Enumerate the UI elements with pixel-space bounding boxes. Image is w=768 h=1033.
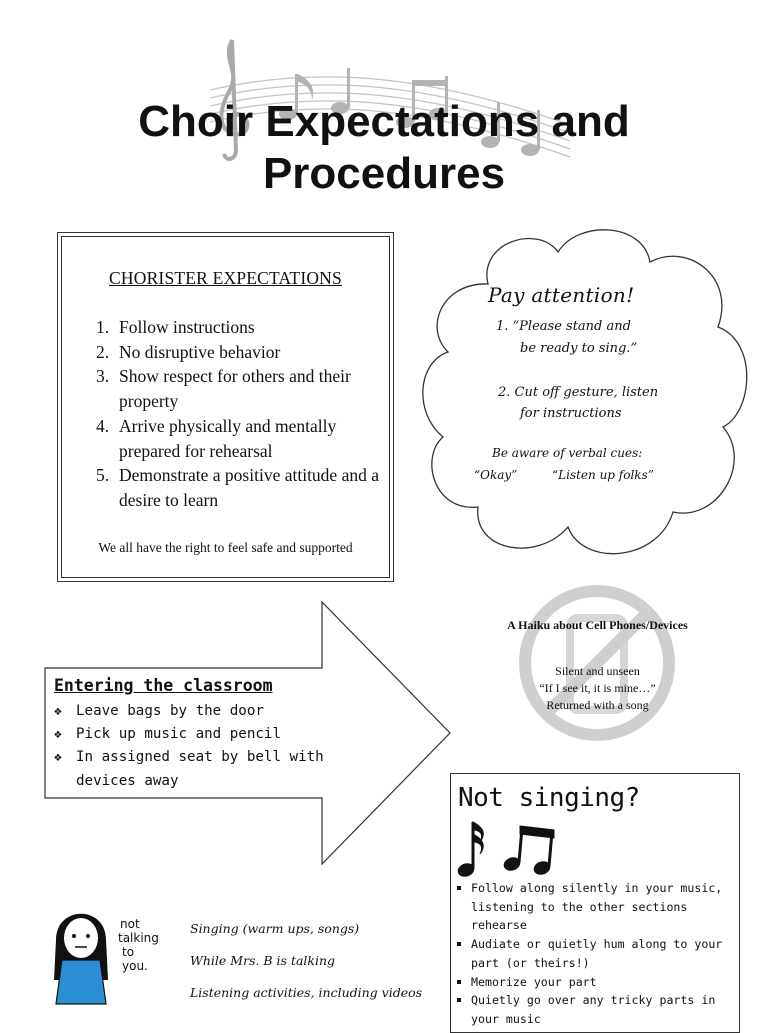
list-item <box>456 935 738 972</box>
item-text: Audiate or quietly hum along to your part (or theirs!) <box>471 937 723 970</box>
caption-line-3: to <box>122 945 135 959</box>
square-bullet-icon <box>457 980 461 984</box>
list-item <box>456 879 738 935</box>
square-bullet-icon <box>457 886 461 890</box>
cloud-cue-okay: “Okay” <box>474 468 518 482</box>
not-talking-girl-illustration <box>46 900 178 1010</box>
cloud-item-2-line-1: 2. Cut off gesture, listen <box>498 385 659 400</box>
caption-line-1: not <box>120 917 140 931</box>
item-text: In assigned seat by bell with devices away <box>76 749 324 789</box>
chorister-list <box>96 315 386 513</box>
not-talking-caption <box>118 917 163 973</box>
cloud-item-2-line-2: for instructions <box>520 406 622 421</box>
cloud-cues-label: Be aware of verbal cues: <box>492 446 643 460</box>
item-text: Follow instructions <box>119 317 255 337</box>
chorister-expectations-box <box>57 232 394 582</box>
entering-heading: Entering the classroom <box>54 676 273 695</box>
item-text: Memorize your part <box>471 974 597 989</box>
haiku-line-3: Returned with a song <box>546 698 649 712</box>
haiku-title: A Haiku about Cell Phones/Devices <box>507 618 688 632</box>
item-number: 3. <box>96 366 110 387</box>
cloud-item-1-line-1: 1. “Please stand and <box>496 319 631 334</box>
caption-line-2: talking <box>118 931 159 945</box>
item-number: 4. <box>96 415 110 436</box>
list-item <box>54 746 344 792</box>
not-talking-item: Singing (warm ups, songs) <box>190 921 360 936</box>
chorister-footer: We all have the right to feel safe and supported <box>98 540 353 555</box>
diamond-bullet-icon: ❖ <box>54 750 62 766</box>
entering-list <box>54 700 344 793</box>
list-item <box>54 723 344 746</box>
item-text: Demonstrate a positive attitude and a desire to learn <box>119 465 379 510</box>
item-text: Pick up music and pencil <box>76 726 281 743</box>
haiku-line-1: Silent and unseen <box>555 664 640 678</box>
square-bullet-icon <box>457 998 461 1002</box>
list-item <box>96 364 386 413</box>
list-item <box>96 414 386 463</box>
cloud-title: Pay attention! <box>488 283 635 307</box>
page-title-line-2: Procedures <box>262 149 506 198</box>
caption-line-4: you. <box>122 959 148 973</box>
chorister-heading: CHORISTER EXPECTATIONS <box>109 268 342 288</box>
item-text: Follow along silently in your music, listening to the other sections rehearse <box>471 881 723 933</box>
item-text: Show respect for others and their property <box>119 366 351 412</box>
item-text: Quietly go over any tricky parts in your music <box>471 993 716 1026</box>
list-item <box>54 700 344 723</box>
not-talking-item: Listening activities, including videos <box>190 985 423 1000</box>
list-item <box>96 315 386 340</box>
diamond-bullet-icon: ❖ <box>54 727 62 743</box>
music-notes-icon <box>456 818 560 880</box>
no-phone-icon <box>512 578 682 748</box>
item-number: 2. <box>96 341 110 362</box>
not-singing-list <box>456 879 738 1029</box>
cloud-item-1-line-2: be ready to sing.” <box>520 341 638 356</box>
haiku-line-2: “If I see it, it is mine…” <box>539 681 656 695</box>
list-item <box>456 991 738 1028</box>
square-bullet-icon <box>457 942 461 946</box>
item-text: Arrive physically and mentally prepared for rehearsal <box>119 415 337 461</box>
cloud-cue-listen: “Listen up folks” <box>552 468 654 482</box>
list-item <box>96 463 386 512</box>
list-item <box>456 973 738 992</box>
not-talking-item: While Mrs. B is talking <box>190 953 336 968</box>
diamond-bullet-icon: ❖ <box>54 704 62 719</box>
page-title-line-1: Choir Expectations and <box>138 97 630 146</box>
item-text: Leave bags by the door <box>76 703 264 719</box>
item-number: 1. <box>96 317 110 337</box>
item-text: No disruptive behavior <box>119 341 281 362</box>
not-singing-heading: Not singing? <box>458 783 640 813</box>
list-item <box>96 340 386 365</box>
item-number: 5. <box>96 465 110 486</box>
chorister-inner-border <box>61 236 390 578</box>
